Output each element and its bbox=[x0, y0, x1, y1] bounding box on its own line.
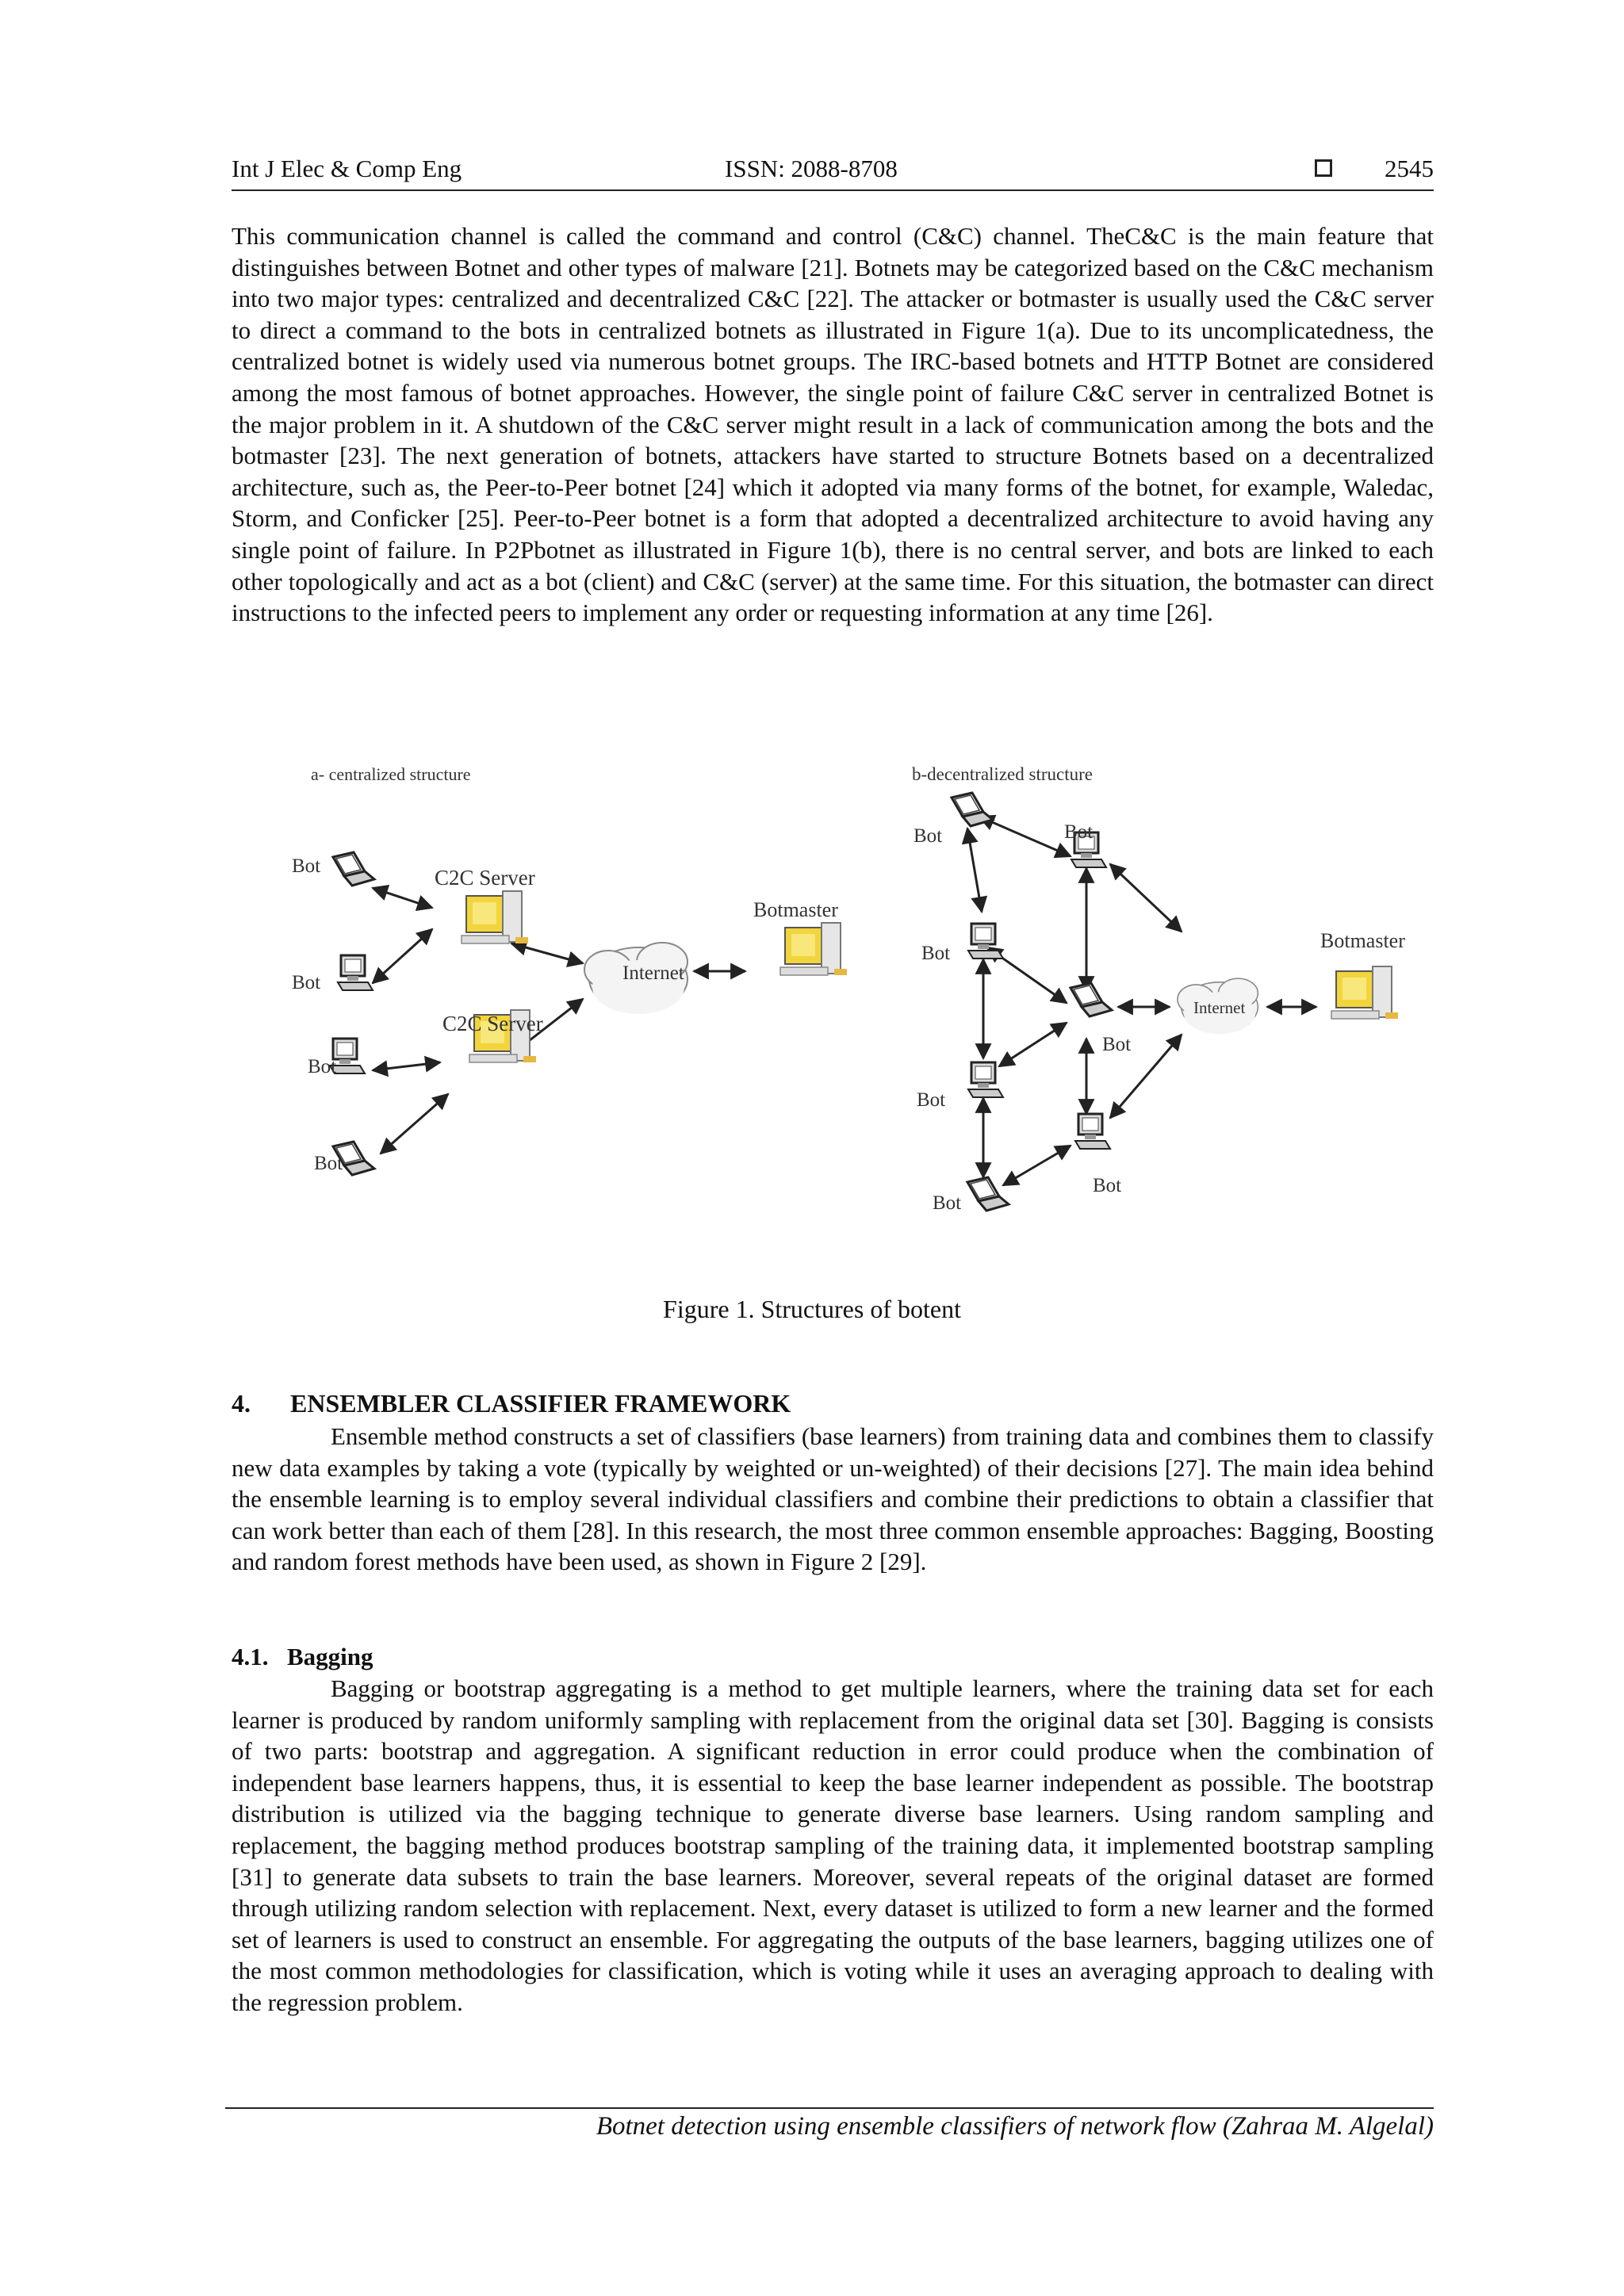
botmaster-label: Botmaster bbox=[1320, 929, 1405, 952]
bot-label: Bot bbox=[917, 1089, 946, 1111]
running-footer: Botnet detection using ensemble classifiers of network flow (Zahraa M. Algelal) bbox=[596, 2112, 1434, 2141]
botmaster-label: Botmaster bbox=[753, 898, 838, 921]
bot-label: Bot bbox=[314, 1153, 343, 1174]
internet-label: Internet bbox=[1193, 998, 1246, 1017]
page-header bbox=[232, 153, 1434, 191]
decentralized-diagram bbox=[914, 793, 1405, 1214]
bot-label: Bot bbox=[292, 855, 321, 877]
internet-label: Internet bbox=[622, 962, 684, 984]
figure-botnet-structures bbox=[270, 753, 1459, 1261]
section4-paragraph: Ensemble method constructs a set of classifiers (base learners) from training data and combines them to classify new data examples by taking a vote (typically by weighted or un-weighted) of their decisions [27]. The main idea behind the ensemble learning is to employ several individual classifiers and combine their predictions to obtain a classifier that can work better than each of them [28]. In this research, the most three common ensemble approaches: Bagging, Boosting and random forest methods have been used, as shown in Figure 2 [29]. bbox=[232, 1422, 1434, 1576]
subsection-number: 4.1. bbox=[232, 1643, 269, 1670]
server-label: C2C Server bbox=[442, 1012, 543, 1035]
computer-icon bbox=[1075, 1114, 1110, 1149]
bot-label: Bot bbox=[1102, 1034, 1132, 1055]
journal-name: Int J Elec & Comp Eng bbox=[232, 155, 462, 182]
server-icon bbox=[780, 923, 847, 975]
laptop-icon bbox=[967, 1177, 1009, 1211]
section-title: ENSEMBLER CLASSIFIER FRAMEWORK bbox=[290, 1389, 791, 1418]
centralized-diagram bbox=[292, 852, 847, 1175]
section-heading bbox=[232, 1389, 791, 1418]
section-number: 4. bbox=[232, 1389, 251, 1418]
server-icon bbox=[1331, 966, 1398, 1019]
figure-right-title: b-decentralized structure bbox=[912, 764, 1093, 784]
intro-paragraph: This communication channel is called the command and control (C&C) channel. TheC&C is the main feature that distinguishes between Botnet and other types of malware [21]. Botnets may be categorized based on the C&C mechanism into two major types: centralized and decentralized C&C [22]. The attacker or botmaster is usually used the C&C server to direct a command to the bots in centralized botnets as illustrated in Figure 1(a). Due to its uncomplicatedness, the centralized botnet is widely used via numerous botnet groups. The IRC-based botnets and HTTP Botnet are considered among the most famous of botnet approaches. However, the single point of failure C&C server in centralized Botnet is the major problem in it. A shutdown of the C&C server might result in a lack of communication among the bots and the botmaster [23]. The next generation of botnets, attackers have started to structure Botnets based on a decentralized architecture, such as, the Peer-to-Peer botnet [24] which it adopted via many forms of the botnet, for example, Waledac, Storm, and Conficker [25]. Peer-to-Peer botnet is a form that adopted a decentralized architecture to avoid having any single point of failure. In P2Pbotnet as illustrated in Figure 1(b), there is no central server, and bots are linked to each other topologically and act as a bot (client) and C&C (server) at the same time. For this situation, the botmaster can direct instructions to the infected peers to implement any order or requesting information at any time [26]. bbox=[232, 222, 1434, 627]
computer-icon bbox=[968, 924, 1003, 959]
bagging-paragraph: Bagging or bootstrap aggregating is a method to get multiple learners, where the training data set for each learner is produced by random uniformly sampling with replacement from the original data set [30]. Bagging is consists of two parts: bootstrap and aggregation. A significant reduction in error could produce when the combination of independent base learners happens, thus, it is essential to keep the base learner independent as possible. The bootstrap distribution is utilized via the bagging technique to generate diverse base learners. Using random sampling and replacement, the bagging method produces bootstrap sampling of the training data, it implemented bootstrap sampling [31] to generate data subsets to train the base learners. Moreover, several repeats of the original dataset are formed through utilizing random selection with replacement. Next, every dataset is utilized to form a new learner and the formed set of learners is used to construct an ensemble. For aggregating the outputs of the base learners, bagging utilizes one of the most common methodologies for classification, which is voting while it uses an averaging approach to dealing with the regression problem. bbox=[232, 1674, 1434, 2016]
page-number: 2545 bbox=[1385, 155, 1434, 182]
server-icon bbox=[462, 891, 528, 943]
computer-icon bbox=[968, 1062, 1003, 1097]
figure-caption: Figure 1. Structures of botent bbox=[663, 1295, 961, 1323]
laptop-icon bbox=[1071, 983, 1112, 1016]
bot-label: Bot bbox=[914, 825, 943, 847]
bot-label: Bot bbox=[1064, 821, 1094, 843]
subsection-heading bbox=[232, 1643, 373, 1671]
bot-label: Bot bbox=[292, 972, 321, 993]
subsection-title: Bagging bbox=[287, 1643, 373, 1670]
bot-label: Bot bbox=[933, 1192, 962, 1214]
laptop-icon bbox=[333, 852, 374, 886]
bot-label: Bot bbox=[921, 943, 951, 964]
bot-label: Bot bbox=[308, 1056, 337, 1077]
bot-label: Bot bbox=[1093, 1175, 1122, 1196]
issn: ISSN: 2088-8708 bbox=[725, 155, 898, 182]
computer-icon bbox=[338, 955, 373, 990]
figure-left-title: a- centralized structure bbox=[311, 764, 471, 784]
footer-rule bbox=[225, 2107, 1434, 2109]
square-icon bbox=[1315, 159, 1332, 177]
laptop-icon bbox=[952, 793, 993, 826]
server-label: C2C Server bbox=[435, 866, 535, 890]
